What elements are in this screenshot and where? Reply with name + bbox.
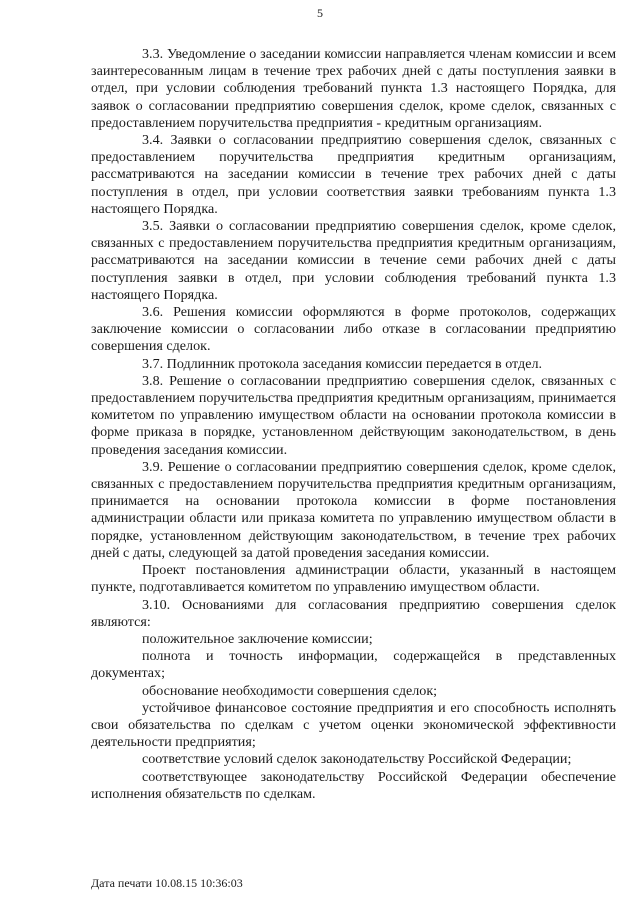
list-item: устойчивое финансовое состояние предприятия и его способность исполнять свои обязательства по сделкам с учетом оценки экономической эффективности деятельности предприятия; xyxy=(91,699,616,751)
paragraph-3-9-project: Проект постановления администрации области, указанный в настоящем пункте, подготавливается комитетом по управлению имуществом области. xyxy=(91,562,616,596)
print-date-footer: Дата печати 10.08.15 10:36:03 xyxy=(91,876,243,890)
paragraph-3-9: 3.9. Решение о согласовании предприятию совершения сделок, кроме сделок, связанных с предоставлением поручительства предприятия кредитным организациям, принимается на основании протокола комиссии в форме постановления администрации области или приказа комитета по управлению имуществом области в порядке, установленном действующим законодательством, в течение трех рабочих дней с даты, следующей за датой проведения заседания комиссии. xyxy=(91,458,616,561)
paragraph-3-3: 3.3. Уведомление о заседании комиссии направляется членам комиссии и всем заинтересованным лицам в течение трех рабочих дней с даты поступления заявки в отдел, при условии соблюдения требований пункта 1.3 настоящего Порядка, для заявок о согласовании предприятию совершения сделок, кроме сделок, связанных с предоставлением поручительства предприятия - кредитным организациям. xyxy=(91,46,616,131)
document-body xyxy=(91,46,616,803)
list-item: полнота и точность информации, содержащейся в представленных документах; xyxy=(91,648,616,682)
paragraph-3-6: 3.6. Решения комиссии оформляются в форме протоколов, содержащих заключение комиссии о согласовании либо отказе в согласовании предприятию совершения сделок. xyxy=(91,304,616,355)
paragraph-3-10: 3.10. Основаниями для согласования предприятию совершения сделок являются: xyxy=(91,596,616,630)
list-item: соответствующее законодательству Российской Федерации обеспечение исполнения обязательств по сделкам. xyxy=(91,768,616,802)
list-item: соответствие условий сделок законодательству Российской Федерации; xyxy=(142,751,572,768)
paragraph-3-7: 3.7. Подлинник протокола заседания комиссии передается в отдел. xyxy=(142,355,543,372)
paragraph-3-5: 3.5. Заявки о согласовании предприятию совершения сделок, кроме сделок, связанных с предоставлением поручительства предприятия кредитным организациям, рассматриваются на заседании комиссии в течение семи рабочих дней с даты поступления заявки в отдел, при условии соблюдения требований пункта 1.3 настоящего Порядка. xyxy=(91,218,616,303)
list-item: положительное заключение комиссии; xyxy=(142,630,373,647)
list-item: обоснование необходимости совершения сделок; xyxy=(142,682,438,699)
page-number: 5 xyxy=(317,6,323,20)
paragraph-3-8: 3.8. Решение о согласовании предприятию совершения сделок, связанных с предоставлением поручительства предприятия кредитным организациям, принимается комитетом по управлению имуществом области на основании протокола комиссии в форме приказа в порядке, установленном действующим законодательством, в день проведения заседания комиссии. xyxy=(91,372,616,458)
paragraph-3-4: 3.4. Заявки о согласовании предприятию совершения сделок, связанных с предоставлением поручительства предприятия кредитным организациям, рассматриваются на заседании комиссии в течение трех рабочих дней с даты поступления в отдел, при условии соответствия заявки требованиям пункта 1.3 настоящего Порядка. xyxy=(91,132,616,217)
